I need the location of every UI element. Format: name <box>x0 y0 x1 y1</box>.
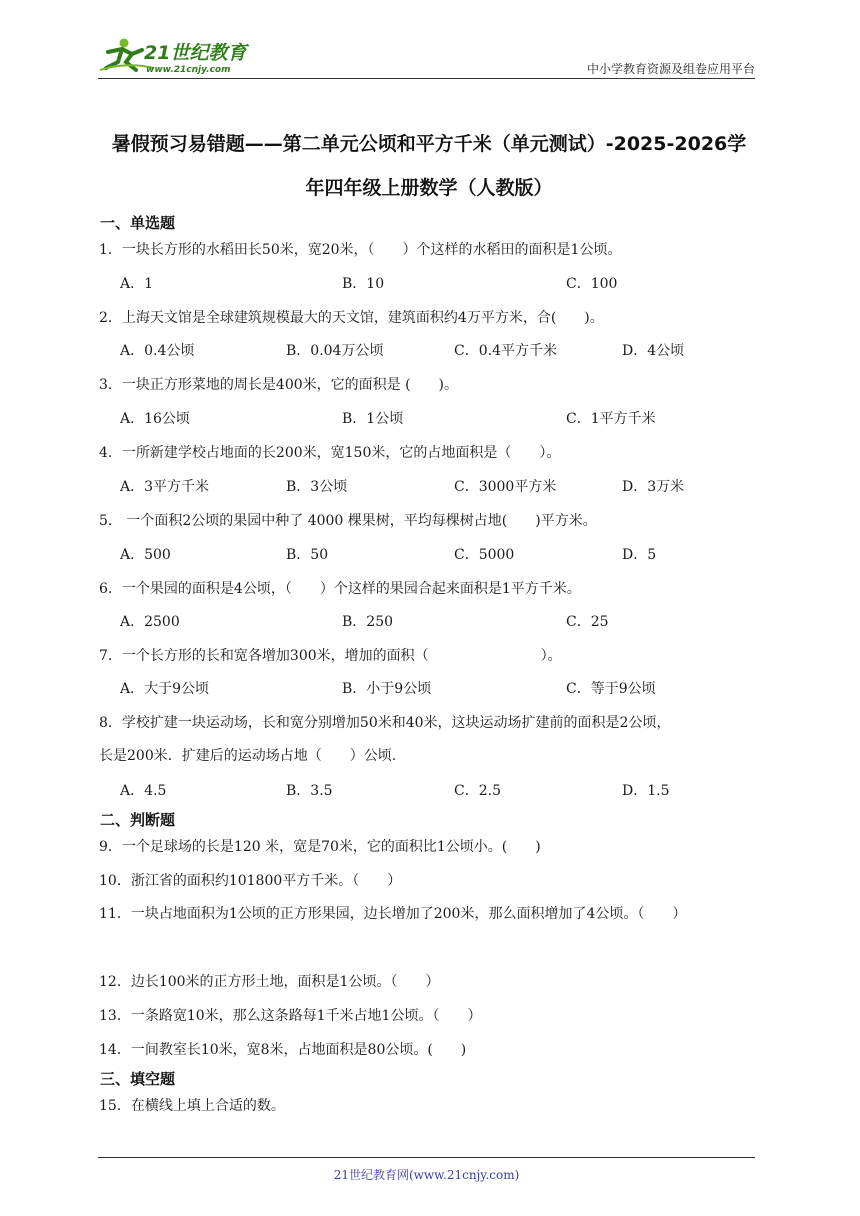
q2-option-d: D．4公顷 <box>622 343 685 359</box>
q7-option-a: A．大于9公顷 <box>120 681 210 697</box>
q2-option-b: B．0.04万公顷 <box>286 343 384 359</box>
footer-divider <box>98 1157 755 1158</box>
question-14: 14．一间教室长10米，宽8米，占地面积是80公顷。( ) <box>99 1042 467 1058</box>
question-2: 2．上海天文馆是全球建筑规模最大的天文馆，建筑面积约4万平方米，合( )。 <box>99 310 604 326</box>
q6-option-b: B．250 <box>342 614 394 630</box>
q6-option-c: C．25 <box>566 614 609 630</box>
q5-option-a: A．500 <box>120 547 171 563</box>
question-8-line1: 8．学校扩建一块运动场，长和宽分别增加50米和40米，这块运动场扩建前的面积是2公顷， <box>99 715 671 731</box>
svg-text:www.21cnjy.com: www.21cnjy.com <box>146 65 231 75</box>
page-title-line2: 年四年级上册数学（人教版） <box>305 177 553 199</box>
q8-option-b: B．3.5 <box>286 783 333 799</box>
q4-option-d: D．3万米 <box>622 479 685 495</box>
q3-option-c: C．1平方千米 <box>566 411 656 427</box>
q3-option-a: A．16公顷 <box>120 411 190 427</box>
svg-text:21世纪教育: 21世纪教育 <box>144 42 247 64</box>
q1-option-c: C．100 <box>566 276 618 292</box>
section-true-false: 二、判断题 <box>100 811 176 829</box>
question-11: 11．一块占地面积为1公顷的正方形果园，边长增加了200米，那么面积增加了4公顷。（ ） <box>99 906 687 922</box>
section-fill-blank: 三、填空题 <box>100 1070 176 1088</box>
q1-option-a: A．1 <box>120 276 154 292</box>
q2-option-a: A．0.4公顷 <box>120 343 195 359</box>
logo <box>98 34 268 76</box>
question-12: 12．边长100米的正方形土地，面积是1公顷。（ ） <box>99 974 440 990</box>
q8-option-c: C．2.5 <box>454 783 501 799</box>
question-7: 7．一个长方形的长和宽各增加300米，增加的面积（ ）。 <box>99 648 562 664</box>
q4-option-c: C．3000平方米 <box>454 479 557 495</box>
q7-option-c: C．等于9公顷 <box>566 681 656 697</box>
question-8-line2: 长是200米．扩建后的运动场占地（ ）公顷. <box>99 748 397 764</box>
q8-option-d: D．1.5 <box>622 783 670 799</box>
q5-option-c: C．5000 <box>454 547 515 563</box>
q2-option-c: C．0.4平方千米 <box>454 343 557 359</box>
question-9: 9．一个足球场的长是120 米，宽是70米，它的面积比1公顷小。( ) <box>99 839 541 855</box>
q7-option-b: B．小于9公顷 <box>342 681 432 697</box>
question-4: 4．一所新建学校占地面的长200米，宽150米，它的占地面积是（ ）。 <box>99 445 561 461</box>
question-10: 10．浙江省的面积约101800平方千米。（ ） <box>99 873 402 889</box>
question-3: 3．一块正方形菜地的周长是400米，它的面积是 ( )。 <box>99 377 459 393</box>
q4-option-b: B．3公顷 <box>286 479 348 495</box>
platform-name: 中小学教育资源及组卷应用平台 <box>586 62 755 76</box>
q4-option-a: A．3平方千米 <box>120 479 210 495</box>
q3-option-b: B．1公顷 <box>342 411 404 427</box>
question-6: 6．一个果园的面积是4公顷，（ ）个这样的果园合起来面积是1平方千米。 <box>99 581 581 597</box>
q5-option-b: B．50 <box>286 547 329 563</box>
question-13: 13．一条路宽10米，那么这条路每1千米占地1公顷。（ ） <box>99 1008 482 1024</box>
page-header <box>98 30 755 78</box>
question-5: 5． 一个面积2公顷的果园中种了 4000 棵果树，平均每棵树占地( )平方米。 <box>99 513 597 529</box>
footer-link[interactable]: 21世纪教育网(www.21cnjy.com) <box>333 1168 520 1182</box>
q8-option-a: A．4.5 <box>120 783 167 799</box>
q1-option-b: B．10 <box>342 276 385 292</box>
question-1: 1．一块长方形的水稻田长50米，宽20米，（ ）个这样的水稻田的面积是1公顷。 <box>99 242 622 258</box>
header-divider <box>98 78 755 79</box>
question-15: 15．在横线上填上合适的数。 <box>99 1098 285 1114</box>
q6-option-a: A．2500 <box>120 614 180 630</box>
page-title-line1: 暑假预习易错题——第二单元公顷和平方千米（单元测试）-2025-2026学 <box>111 133 747 155</box>
q5-option-d: D．5 <box>622 547 657 563</box>
section-single-choice: 一、单选题 <box>100 214 176 232</box>
